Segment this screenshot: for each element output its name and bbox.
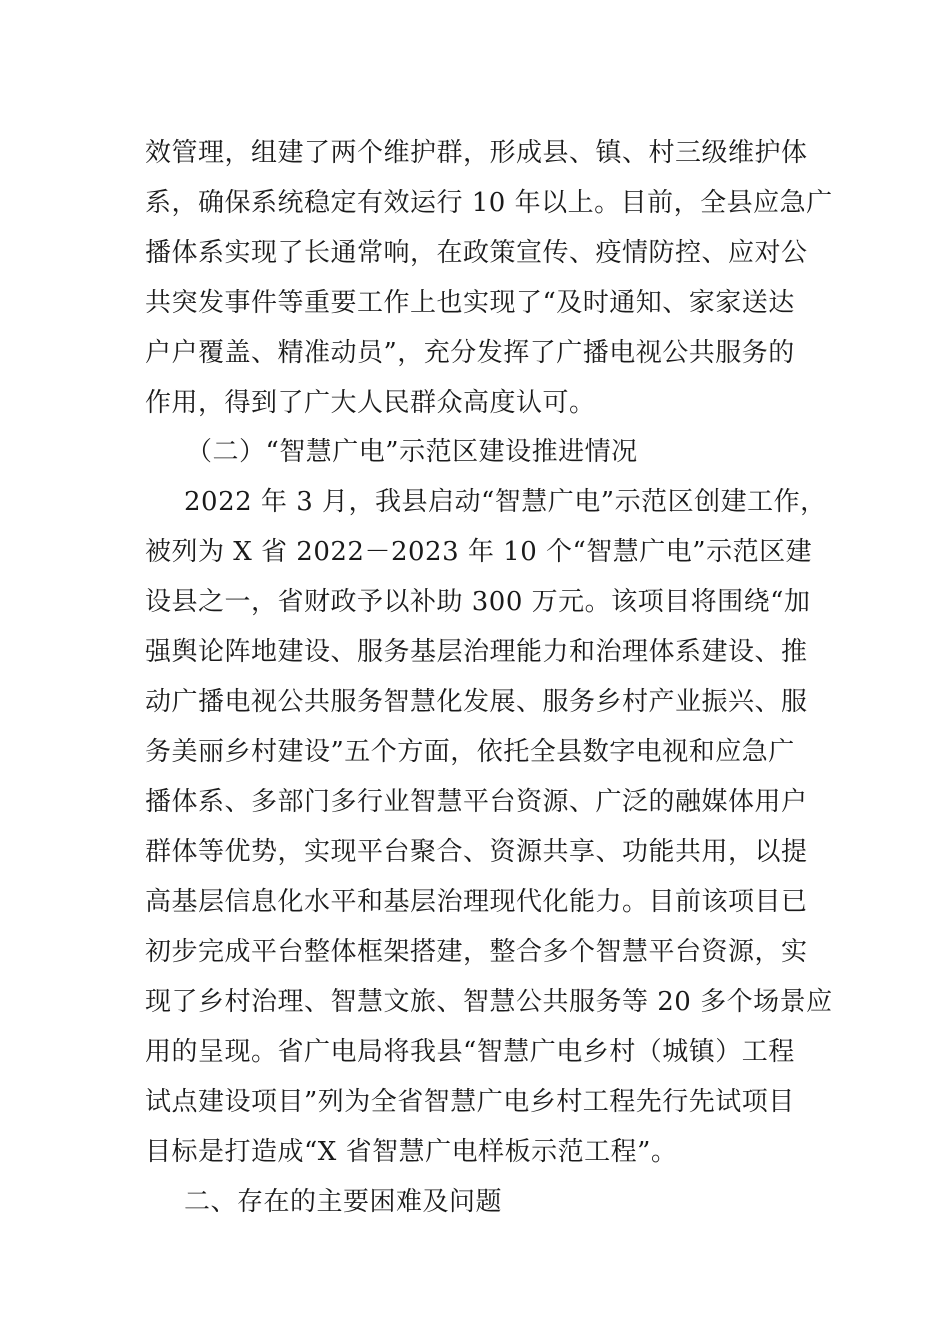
paragraph-2-line-14: 目标是打造成“X 省智慧广电样板示范工程”。 bbox=[145, 1137, 678, 1167]
paragraph-2-line-13: 试点建设项目”列为全省智慧广电乡村工程先行先试项目 bbox=[145, 1087, 795, 1117]
paragraph-1-line-2: 系，确保系统稳定有效运行 10 年以上。目前，全县应急广 bbox=[145, 188, 833, 218]
paragraph-2-line-12: 用的呈现。省广电局将我县“智慧广电乡村（城镇）工程 bbox=[145, 1037, 795, 1067]
paragraph-2-line-4: 强舆论阵地建设、服务基层治理能力和治理体系建设、推 bbox=[145, 637, 808, 667]
paragraph-1-line-1: 效管理，组建了两个维护群，形成县、镇、村三级维护体 bbox=[145, 138, 808, 168]
paragraph-2-line-6: 务美丽乡村建设”五个方面，依托全县数字电视和应急广 bbox=[145, 737, 795, 767]
paragraph-2-line-10: 初步完成平台整体框架搭建，整合多个智慧平台资源，实 bbox=[145, 937, 808, 967]
paragraph-2-line-8: 群体等优势，实现平台聚合、资源共享、功能共用，以提 bbox=[145, 837, 808, 867]
paragraph-2-line-9: 高基层信息化水平和基层治理现代化能力。目前该项目已 bbox=[145, 887, 808, 917]
paragraph-2-line-3: 设县之一，省财政予以补助 300 万元。该项目将围绕“加 bbox=[145, 587, 811, 617]
paragraph-2-line-2: 被列为 X 省 2022－2023 年 10 个“智慧广电”示范区建 bbox=[145, 537, 813, 567]
paragraph-2-line-1: 2022 年 3 月，我县启动“智慧广电”示范区创建工作， bbox=[184, 487, 827, 517]
subheading: （二）“智慧广电”示范区建设推进情况 bbox=[186, 437, 638, 467]
paragraph-1-line-4: 共突发事件等重要工作上也实现了“及时通知、家家送达 bbox=[145, 288, 795, 318]
paragraph-2-line-5: 动广播电视公共服务智慧化发展、服务乡村产业振兴、服 bbox=[145, 687, 808, 717]
paragraph-1-line-6: 作用，得到了广大人民群众高度认可。 bbox=[145, 388, 596, 418]
paragraph-1-line-3: 播体系实现了长通常响，在政策宣传、疫情防控、应对公 bbox=[145, 238, 808, 268]
paragraph-2-line-11: 现了乡村治理、智慧文旅、智慧公共服务等 20 多个场景应 bbox=[145, 987, 833, 1017]
paragraph-1-line-5: 户户覆盖、精准动员”，充分发挥了广播电视公共服务的 bbox=[145, 338, 795, 368]
section-heading: 二、存在的主要困难及问题 bbox=[184, 1187, 503, 1217]
paragraph-2-line-7: 播体系、多部门多行业智慧平台资源、广泛的融媒体用户 bbox=[145, 787, 808, 817]
